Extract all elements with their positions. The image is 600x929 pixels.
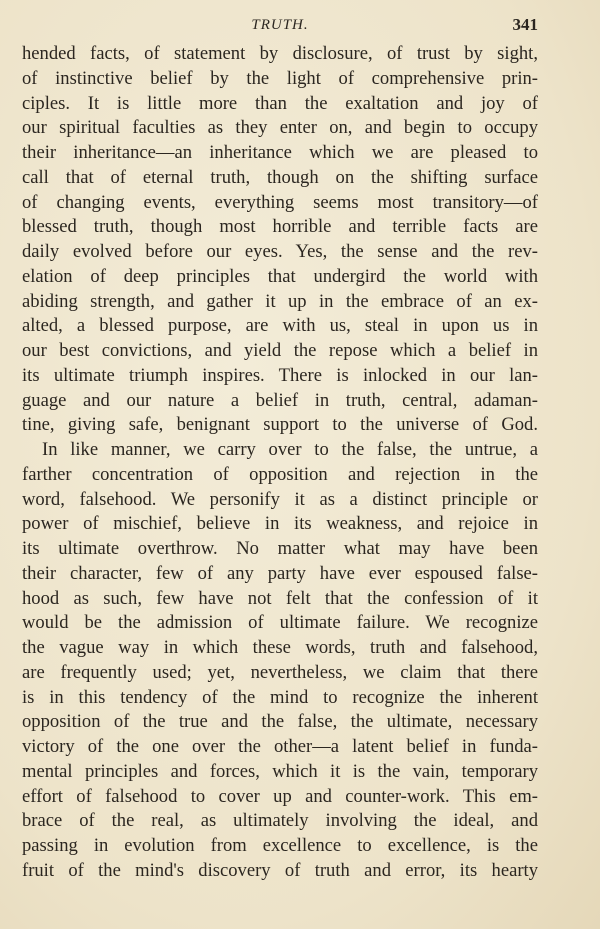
text-line: their inheritance—an inheritance which we are pleased to bbox=[22, 142, 538, 163]
text-line: word, falsehood. We personify it as a distinct principle or bbox=[22, 488, 538, 510]
text-line: call that of eternal truth, though on the shifting surface bbox=[22, 166, 538, 188]
text-line: elation of deep principles that undergird the world with bbox=[22, 265, 538, 287]
text-line: are frequently used; yet, nevertheless, we claim that there bbox=[22, 661, 538, 683]
text-line: the vague way in which these words, truth and falsehood, bbox=[22, 637, 538, 658]
text-line: of changing events, everything seems most transitory—of bbox=[22, 191, 538, 213]
paragraph-start-line: In like manner, we carry over to the false, the untrue, a bbox=[42, 439, 538, 460]
text-line: hended facts, of statement by disclosure, of trust by sight, bbox=[22, 43, 538, 64]
text-line: our spiritual faculties as they enter on, and begin to occupy bbox=[22, 117, 538, 139]
text-line: abiding strength, and gather it up in the embrace of an ex- bbox=[22, 290, 538, 312]
body-text bbox=[22, 42, 538, 884]
text-line: its ultimate triumph inspires. There is inlocked in our lan- bbox=[22, 364, 538, 386]
text-line: its ultimate overthrow. No matter what may have been bbox=[22, 538, 538, 559]
text-line: passing in evolution from excellence to excellence, is the bbox=[22, 835, 538, 856]
text-line: victory of the one over the other—a latent belief in funda- bbox=[22, 736, 538, 757]
running-title: TRUTH. bbox=[251, 17, 309, 33]
text-line: power of mischief, believe in its weakness, and rejoice in bbox=[22, 513, 538, 535]
text-line: brace of the real, as ultimately involving the ideal, and bbox=[22, 810, 538, 832]
text-line: farther concentration of opposition and rejection in the bbox=[22, 463, 538, 485]
text-line: ciples. It is little more than the exaltation and joy of bbox=[22, 92, 538, 114]
text-line: fruit of the mind's discovery of truth and error, its hearty bbox=[22, 859, 538, 881]
text-line: their character, few of any party have ever espoused false- bbox=[22, 562, 538, 584]
running-head bbox=[22, 14, 538, 36]
text-line: mental principles and forces, which it is the vain, temporary bbox=[22, 760, 538, 782]
text-line: is in this tendency of the mind to recognize the inherent bbox=[22, 686, 538, 708]
text-line: of instinctive belief by the light of comprehensive prin- bbox=[22, 67, 538, 89]
text-line: blessed truth, though most horrible and terrible facts are bbox=[22, 216, 538, 238]
page-number: 341 bbox=[512, 15, 538, 34]
text-line: hood as such, few have not felt that the confession of it bbox=[22, 587, 538, 609]
text-line: daily evolved before our eyes. Yes, the sense and the rev- bbox=[22, 241, 538, 262]
text-line: effort of falsehood to cover up and counter-work. This em- bbox=[22, 785, 538, 807]
text-line: our best convictions, and yield the repose which a belief in bbox=[22, 340, 538, 361]
text-line: tine, giving safe, benignant support to the universe of God. bbox=[22, 414, 538, 436]
text-line: alted, a blessed purpose, are with us, steal in upon us in bbox=[22, 315, 538, 337]
text-line: guage and our nature a belief in truth, central, adaman- bbox=[22, 389, 538, 411]
text-line: opposition of the true and the false, the ultimate, necessary bbox=[22, 711, 538, 733]
text-line: would be the admission of ultimate failure. We recognize bbox=[22, 612, 538, 634]
